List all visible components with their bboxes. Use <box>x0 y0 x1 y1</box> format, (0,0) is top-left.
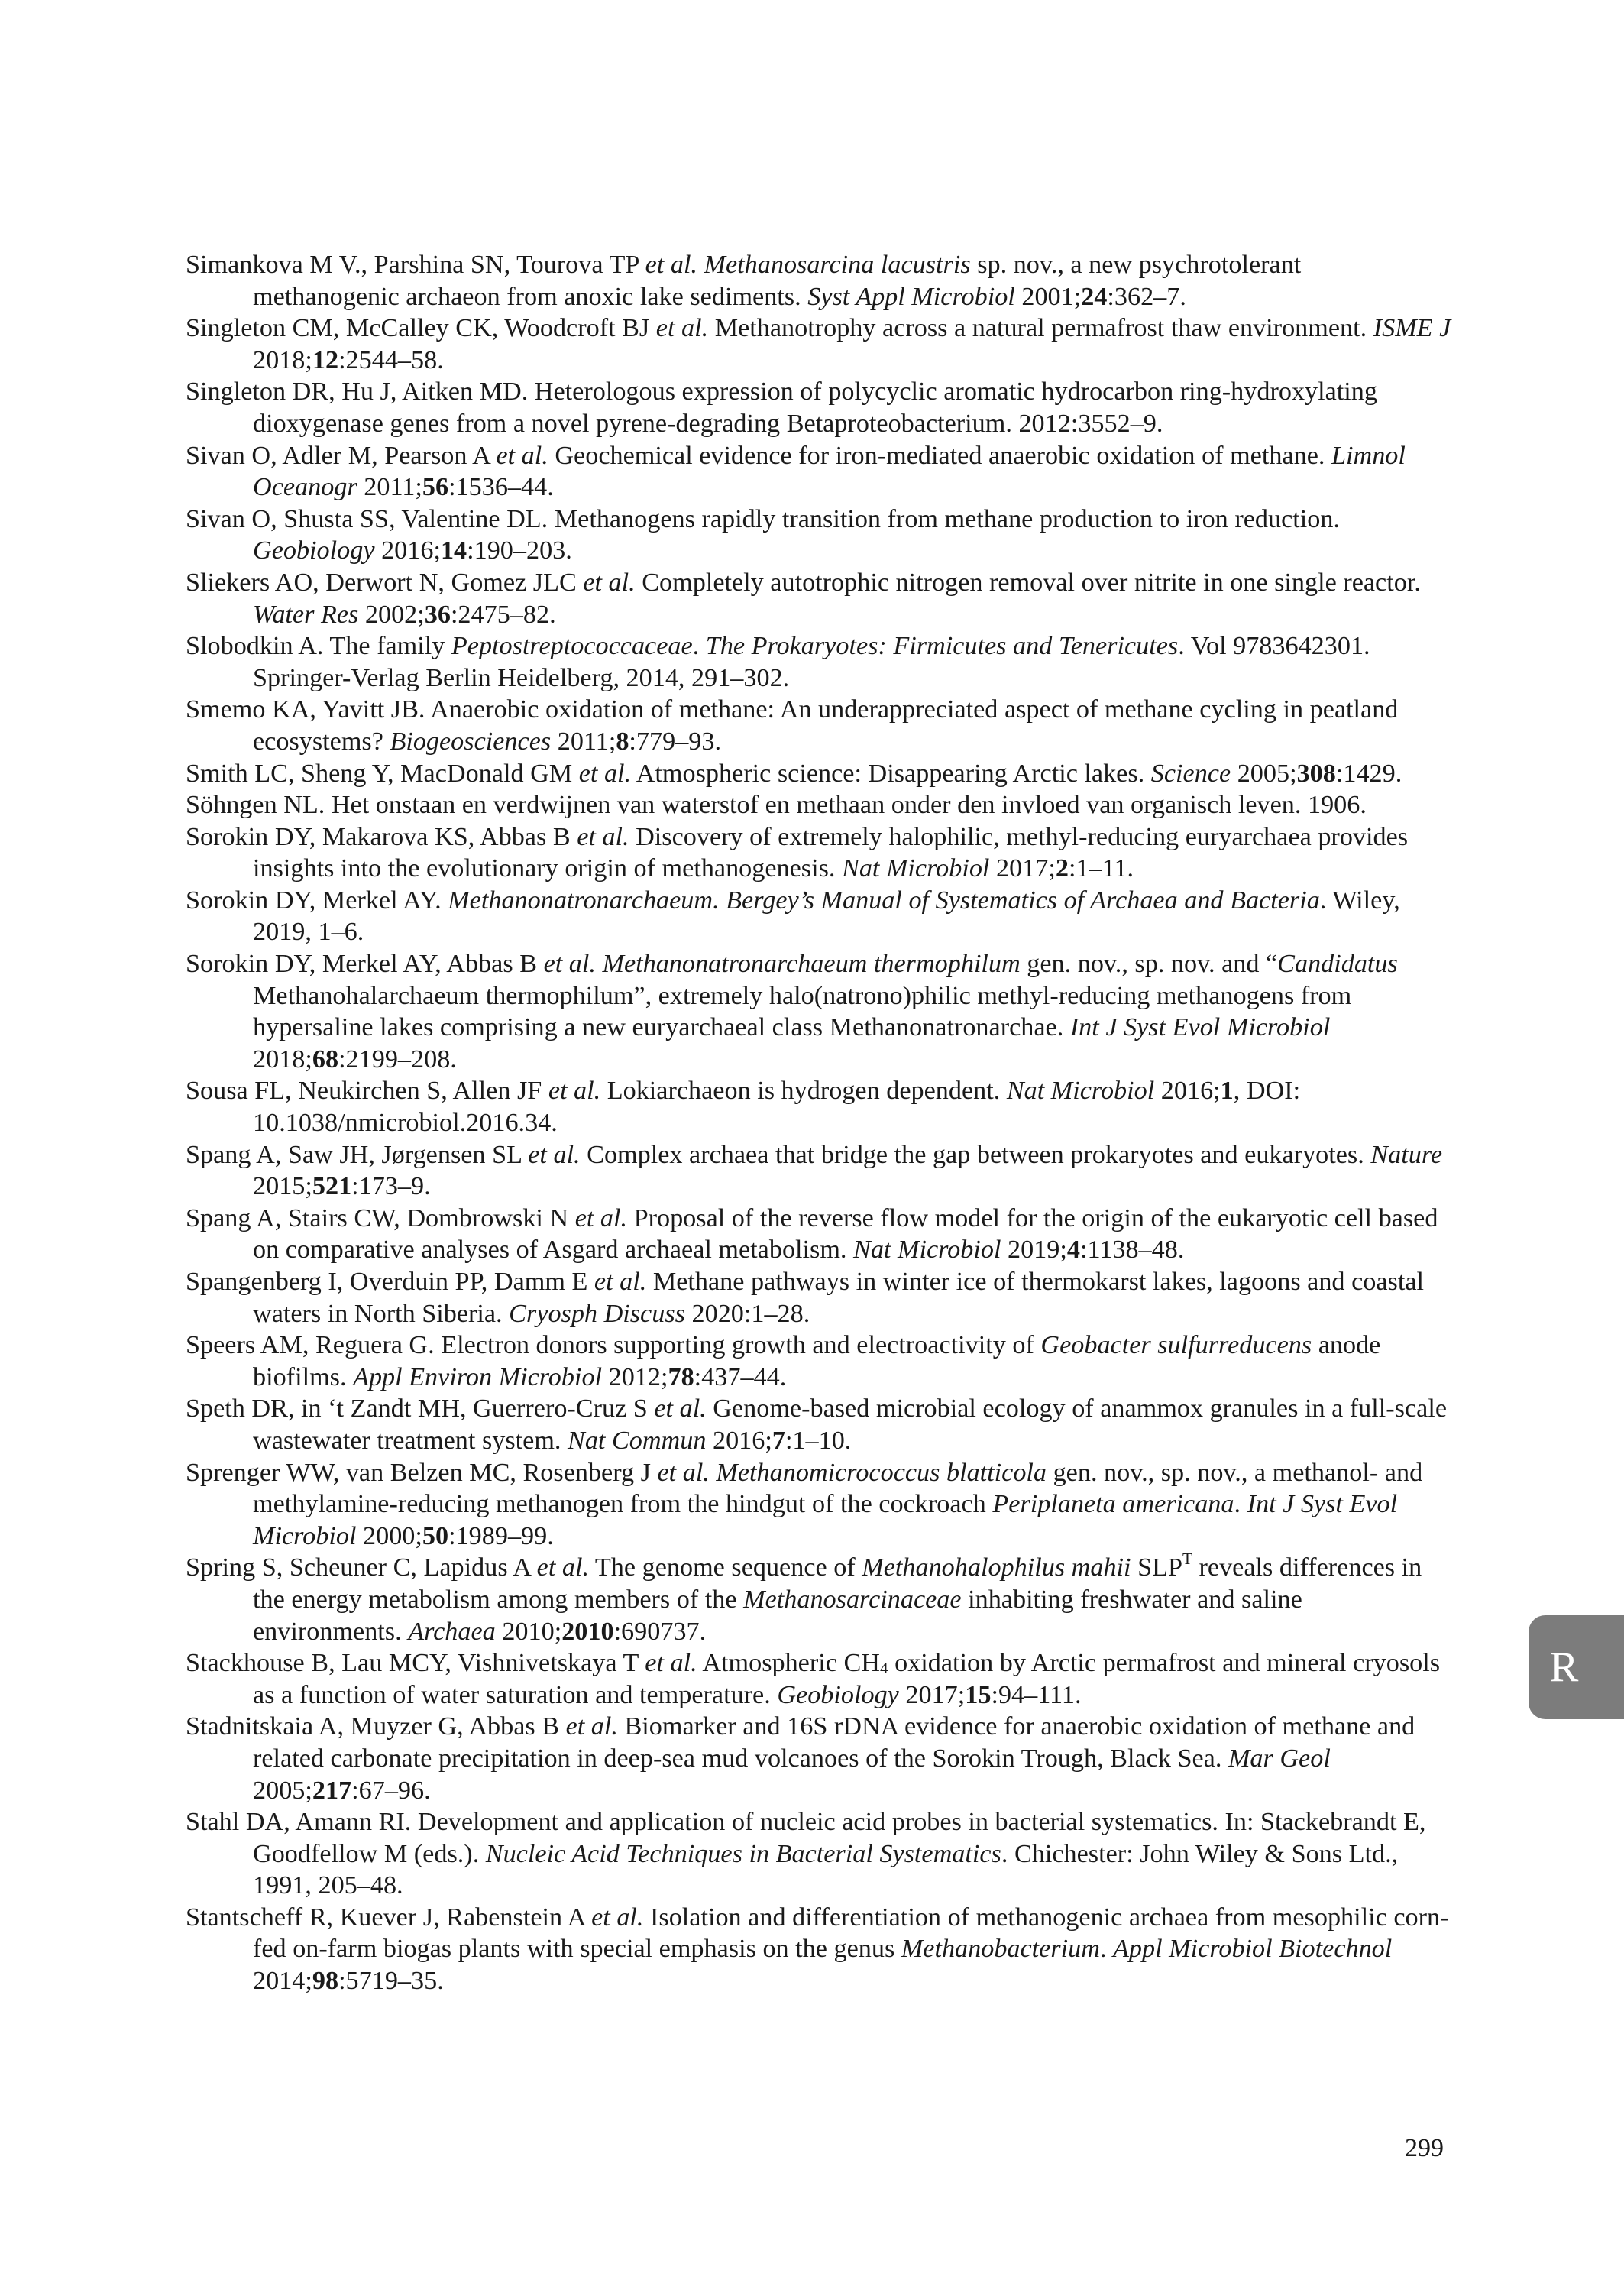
reference-text-run: et al. <box>578 759 632 788</box>
reference-text-run: Biomarker and 16S rDNA evidence for anaerobic oxidation of methane and related carbonate precipitation in deep-sea mud volcanoes of the Sorokin Trough, Black Sea. <box>253 1712 1415 1773</box>
reference-text-run: Söhngen NL. Het onstaan en verdwijnen van waterstof en methaan onder den invloed van organisch leven. 1906. <box>186 791 1367 820</box>
reference-text-run: 2001; <box>1014 282 1082 311</box>
reference-text-run: Int J Syst Evol Microbiol <box>253 1490 1398 1550</box>
reference-text-run: Nat Microbiol <box>1006 1077 1155 1106</box>
reference-text-run: Cryosph Discuss <box>509 1299 685 1328</box>
reference-text-run: et al. <box>548 1077 601 1106</box>
reference-text-run: Spang A, Stairs CW, Dombrowski N <box>186 1203 575 1232</box>
reference-text-run: 36 <box>424 600 451 629</box>
reference-text-run: . Wiley, 2019, 1–6. <box>253 886 1400 947</box>
reference-text-run: Nucleic Acid Techniques in Bacterial Systematics <box>485 1839 1001 1868</box>
reference-text-run: :1429. <box>1335 759 1402 788</box>
reference-text-run: 2014; <box>253 1967 312 1996</box>
reference-text-run: 24 <box>1081 282 1108 311</box>
reference-text-run: ISME J <box>1373 314 1451 343</box>
reference-text-run: et al. <box>645 251 697 279</box>
reference-text-run: , DOI: 10.1038/nmicrobiol.2016.34. <box>253 1077 1301 1138</box>
reference-text-run: :362–7. <box>1107 282 1186 311</box>
reference-text-run: Appl Environ Microbiol <box>353 1362 603 1391</box>
reference-text-run: Spring S, Scheuner C, Lapidus A <box>186 1553 537 1582</box>
reference-text-run: 2011; <box>551 727 616 756</box>
reference-text-run: Stackhouse B, Lau MCY, Vishnivetskaya T <box>186 1649 645 1678</box>
reference-text-run: Nature <box>1370 1140 1443 1169</box>
reference-text-run: et al. <box>591 1903 644 1932</box>
reference-text-run: 4 <box>1066 1236 1080 1265</box>
reference-text-run: Sorokin DY, Makarova KS, Abbas B <box>186 822 577 851</box>
reference-text-run: 14 <box>440 536 467 565</box>
reference-text-run: Methanobacterium <box>901 1935 1100 1964</box>
reference-entry <box>186 789 1454 821</box>
reference-entry <box>186 376 1454 439</box>
reference-list <box>186 249 1454 1997</box>
reference-text-run: 2016; <box>1154 1077 1221 1106</box>
reference-text-run: Singleton CM, McCalley CK, Woodcroft BJ <box>186 314 656 343</box>
reference-entry <box>186 504 1454 567</box>
reference-text-run: Mar Geol <box>1228 1744 1331 1773</box>
reference-text-run: Peptostreptococcaceae <box>451 632 693 661</box>
reference-text-run: Limnol Oceanogr <box>253 441 1406 502</box>
reference-text-run: :1989–99. <box>448 1521 554 1550</box>
reference-text-run: et al. <box>645 1649 697 1678</box>
reference-text-run: :1–10. <box>785 1426 852 1455</box>
reference-text-run: 50 <box>422 1521 449 1550</box>
reference-text-run: Methane pathways in winter ice of thermokarst lakes, lagoons and coastal waters in North Siberia. <box>253 1268 1424 1328</box>
reference-text-run: et al. <box>657 1458 710 1487</box>
reference-text-run: 4 <box>879 1659 888 1678</box>
reference-text-run: et al. <box>583 568 636 597</box>
reference-entry <box>186 885 1454 948</box>
reference-entry <box>186 1711 1454 1806</box>
reference-text-run: 2016; <box>706 1426 772 1455</box>
reference-entry <box>186 1552 1454 1647</box>
reference-text-run: 2000; <box>356 1521 422 1550</box>
reference-text-run: inhabiting freshwater and saline environments. <box>253 1585 1302 1646</box>
reference-text-run: The genome sequence of <box>589 1553 862 1582</box>
reference-text-run: Genome-based microbial ecology of anammox granules in a full-scale wastewater treatment system. <box>253 1394 1447 1455</box>
reference-text-run: et al. <box>536 1553 589 1582</box>
reference-text-run: 68 <box>312 1044 339 1074</box>
reference-text-run: Atmospheric CH <box>697 1649 880 1678</box>
reference-text-run: 2011; <box>357 473 422 502</box>
reference-text-run: Geobiology <box>777 1680 899 1709</box>
reference-text-run: Nat Commun <box>568 1426 707 1455</box>
reference-text-run: . <box>1099 1935 1114 1964</box>
reference-text-run: et al. <box>543 950 596 979</box>
reference-entry <box>186 1266 1454 1329</box>
reference-text-run: Stadnitskaia A, Muyzer G, Abbas B <box>186 1712 566 1741</box>
reference-text-run: Syst Appl Microbiol <box>807 282 1015 311</box>
reference-text-run: 2002; <box>358 600 425 629</box>
reference-text-run: 2020:1–28. <box>684 1299 810 1328</box>
reference-text-run: Complex archaea that bridge the gap between prokaryotes and eukaryotes. <box>580 1140 1371 1169</box>
reference-text-run: 2016; <box>374 536 441 565</box>
reference-text-run: :2544–58. <box>338 345 444 374</box>
reference-text-run: 2017; <box>898 1680 966 1709</box>
reference-text-run: 2005; <box>1231 759 1297 788</box>
reference-entry <box>186 249 1454 313</box>
reference-entry <box>186 694 1454 757</box>
reference-entry <box>186 440 1454 504</box>
reference-text-run: 12 <box>312 345 339 374</box>
reference-text-run <box>697 251 704 279</box>
reference-entry <box>186 1329 1454 1393</box>
reference-entry <box>186 1075 1454 1138</box>
reference-entry <box>186 821 1454 885</box>
reference-text-run: Sliekers AO, Derwort N, Gomez JLC <box>186 568 584 597</box>
reference-text-run: Methanomicrococcus blatticola <box>716 1458 1047 1487</box>
reference-text-run: Sorokin DY, Merkel AY. <box>186 886 448 915</box>
reference-text-run: gen. nov., sp. nov. and “ <box>1020 950 1278 979</box>
reference-text-run: 2012; <box>602 1362 668 1391</box>
reference-entry <box>186 758 1454 790</box>
reference-text-run: 2019; <box>1001 1236 1067 1265</box>
reference-text-run: :437–44. <box>694 1362 787 1391</box>
reference-text-run: reveals differences in the energy metabolism among members of the <box>253 1553 1422 1614</box>
reference-text-run: 7 <box>772 1426 785 1455</box>
reference-text-run: Methanosarcinaceae <box>743 1585 962 1614</box>
reference-entry <box>186 1393 1454 1456</box>
reference-text-run: 1 <box>1220 1077 1234 1106</box>
reference-text-run: Stantscheff R, Kuever J, Rabenstein A <box>186 1903 592 1932</box>
reference-text-run: Methanotrophy across a natural permafrost thaw environment. <box>708 314 1373 343</box>
reference-text-run: Smemo KA, Yavitt JB. Anaerobic oxidation of methane: An underappreciated aspect of methane cycling in peatland ecosystems? <box>186 695 1399 756</box>
reference-text-run: Stahl DA, Amann RI. Development and application of nucleic acid probes in bacterial systematics. In: Stackebrandt E, Goodfellow M (eds.). <box>186 1808 1426 1868</box>
reference-text-run: et al. <box>577 822 629 851</box>
reference-text-run: Completely autotrophic nitrogen removal over nitrite in one single reactor. <box>635 568 1421 597</box>
reference-text-run: anode biofilms. <box>253 1331 1381 1391</box>
reference-text-run: :67–96. <box>351 1776 431 1805</box>
reference-entry <box>186 1139 1454 1203</box>
reference-text-run: :2475–82. <box>450 600 556 629</box>
reference-text-run: Methanohalarchaeum thermophilum”, extremely halo(natrono)philic methyl-reducing methanogens from hypersaline lakes comprising a new euryarchaeal class Methanonatronarchae. <box>253 981 1352 1042</box>
reference-text-run: Candidatus <box>1277 950 1398 979</box>
reference-text-run: 521 <box>312 1172 352 1201</box>
reference-text-run: oxidation by Arctic permafrost and mineral cryosols as a function of water saturation and temperature. <box>253 1649 1441 1709</box>
reference-text-run: Discovery of extremely halophilic, methyl-reducing euryarchaea provides insights into the evolutionary origin of methanogenesis. <box>253 822 1409 883</box>
reference-text-run: :690737. <box>613 1617 707 1646</box>
reference-text-run: 56 <box>422 473 449 502</box>
reference-entry <box>186 630 1454 694</box>
reference-text-run: The Prokaryotes: Firmicutes and Tenericutes <box>705 632 1179 661</box>
reference-text-run: Sivan O, Adler M, Pearson A <box>186 441 497 470</box>
reference-text-run: et al. <box>654 1394 707 1423</box>
reference-text-run: Simankova M V., Parshina SN, Tourova TP <box>186 251 645 279</box>
reference-text-run: Sorokin DY, Merkel AY, Abbas B <box>186 950 544 979</box>
reference-entry <box>186 1647 1454 1711</box>
reference-text-run: Sprenger WW, van Belzen MC, Rosenberg J <box>186 1458 658 1487</box>
reference-text-run: Singleton DR, Hu J, Aitken MD. Heterologous expression of polycyclic aromatic hydrocarbon ring-hydroxylating dioxygenase genes from a novel pyrene-degrading Betaproteobacterium. 2012:3552–9. <box>186 377 1377 438</box>
reference-text-run: Methanonatronarchaeum. Bergey’s Manual of Systematics of Archaea and Bacteria <box>448 886 1320 915</box>
reference-text-run: Proposal of the reverse flow model for the origin of the eukaryotic cell based on comparative analyses of Asgard archaeal metabolism. <box>253 1203 1438 1265</box>
reference-text-run: Nat Microbiol <box>842 854 990 883</box>
reference-text-run: Speers AM, Reguera G. Electron donors supporting growth and electroactivity of <box>186 1331 1041 1360</box>
reference-text-run: Methanohalophilus mahii <box>862 1553 1131 1582</box>
reference-text-run: . <box>692 632 706 661</box>
reference-text-run: :779–93. <box>629 727 722 756</box>
reference-text-run: :1–11. <box>1068 854 1134 883</box>
reference-text-run: et al. <box>655 314 709 343</box>
reference-text-run: 2017; <box>989 854 1056 883</box>
reference-text-run: Geochemical evidence for iron-mediated anaerobic oxidation of methane. <box>548 441 1331 470</box>
reference-entry <box>186 313 1454 376</box>
reference-entry <box>186 567 1454 630</box>
reference-text-run: Smith LC, Sheng Y, MacDonald GM <box>186 759 579 788</box>
reference-text-run: 2005; <box>253 1776 312 1805</box>
reference-text-run: 308 <box>1296 759 1336 788</box>
reference-text-run: . Chichester: John Wiley & Sons Ltd., 1991, 205–48. <box>253 1839 1399 1900</box>
reference-text-run: . <box>1234 1490 1247 1519</box>
reference-text-run: 2 <box>1055 854 1069 883</box>
reference-text-run: Lokiarchaeon is hydrogen dependent. <box>600 1077 1007 1106</box>
reference-text-run: SLP <box>1131 1553 1183 1582</box>
reference-text-run: Biogeosciences <box>390 727 552 756</box>
reference-text-run: 2010 <box>561 1617 614 1646</box>
reference-text-run: T <box>1182 1550 1192 1569</box>
reference-text-run: Isolation and differentiation of methanogenic archaea from mesophilic corn-fed on-farm biogas plants with special emphasis on the genus <box>253 1903 1449 1964</box>
reference-text-run: :1536–44. <box>448 473 554 502</box>
reference-text-run: Appl Microbiol Biotechnol <box>1113 1935 1393 1964</box>
reference-text-run: Spang A, Saw JH, Jørgensen SL <box>186 1140 529 1169</box>
reference-text-run: Sivan O, Shusta SS, Valentine DL. Methanogens rapidly transition from methane production to iron reduction. <box>186 504 1340 533</box>
reference-text-run: . Vol 9783642301. Springer-Verlag Berlin Heidelberg, 2014, 291–302. <box>253 632 1370 692</box>
reference-entry <box>186 948 1454 1075</box>
reference-text-run: gen. nov., sp. nov., a methanol- and methylamine-reducing methanogen from the hindgut of the cockroach <box>253 1458 1423 1519</box>
reference-text-run: 2010; <box>495 1617 562 1646</box>
reference-text-run: :94–111. <box>991 1680 1082 1709</box>
reference-text-run: Slobodkin A. The family <box>186 632 451 661</box>
reference-text-run: et al. <box>574 1203 628 1232</box>
reference-text-run: Speth DR, in ‘t Zandt MH, Guerrero-Cruz S <box>186 1394 655 1423</box>
reference-text-run: 98 <box>312 1967 339 1996</box>
reference-text-run: :2199–208. <box>338 1044 457 1074</box>
reference-text-run: Sousa FL, Neukirchen S, Allen JF <box>186 1077 548 1106</box>
reference-text-run: et al. <box>528 1140 581 1169</box>
reference-entry <box>186 1902 1454 1997</box>
reference-text-run: Nat Microbiol <box>853 1236 1001 1265</box>
reference-text-run: :190–203. <box>467 536 572 565</box>
reference-text-run: et al. <box>565 1712 618 1741</box>
reference-text-run: et al. <box>594 1268 647 1296</box>
reference-entry <box>186 1457 1454 1553</box>
reference-text-run: Methanonatronarchaeum thermophilum <box>602 950 1021 979</box>
reference-text-run: Archaea <box>408 1617 496 1646</box>
reference-text-run: Int J Syst Evol Microbiol <box>1069 1013 1331 1042</box>
reference-text-run: sp. nov., a new psychrotolerant methanogenic archaeon from anoxic lake sediments. <box>253 251 1302 311</box>
reference-text-run: 2018; <box>253 1044 312 1074</box>
reference-text-run: et al. <box>496 441 548 470</box>
reference-text-run: :5719–35. <box>338 1967 444 1996</box>
section-tab-r: R <box>1529 1615 1624 1719</box>
reference-text-run: 8 <box>616 727 629 756</box>
reference-text-run: 78 <box>668 1362 694 1391</box>
reference-text-run: Atmospheric science: Disappearing Arctic lakes. <box>631 759 1151 788</box>
reference-text-run: Periplaneta americana <box>992 1490 1234 1519</box>
reference-text-run: 2018; <box>253 345 312 374</box>
reference-text-run: 2015; <box>253 1172 312 1201</box>
reference-entry <box>186 1806 1454 1902</box>
reference-entry <box>186 1203 1454 1266</box>
reference-text-run: :173–9. <box>351 1172 431 1201</box>
reference-text-run: Geobacter sulfurreducens <box>1040 1331 1312 1360</box>
reference-text-run: Methanosarcina lacustris <box>704 251 971 279</box>
page-number: 299 <box>1405 2134 1444 2162</box>
reference-text-run: 217 <box>312 1776 352 1805</box>
reference-text-run: Spangenberg I, Overduin PP, Damm E <box>186 1268 594 1296</box>
reference-text-run: :1138–48. <box>1079 1236 1185 1265</box>
reference-text-run: Science <box>1150 759 1231 788</box>
reference-text-run: 15 <box>965 1680 992 1709</box>
reference-text-run: Geobiology <box>253 536 375 565</box>
reference-text-run: Water Res <box>253 600 359 629</box>
